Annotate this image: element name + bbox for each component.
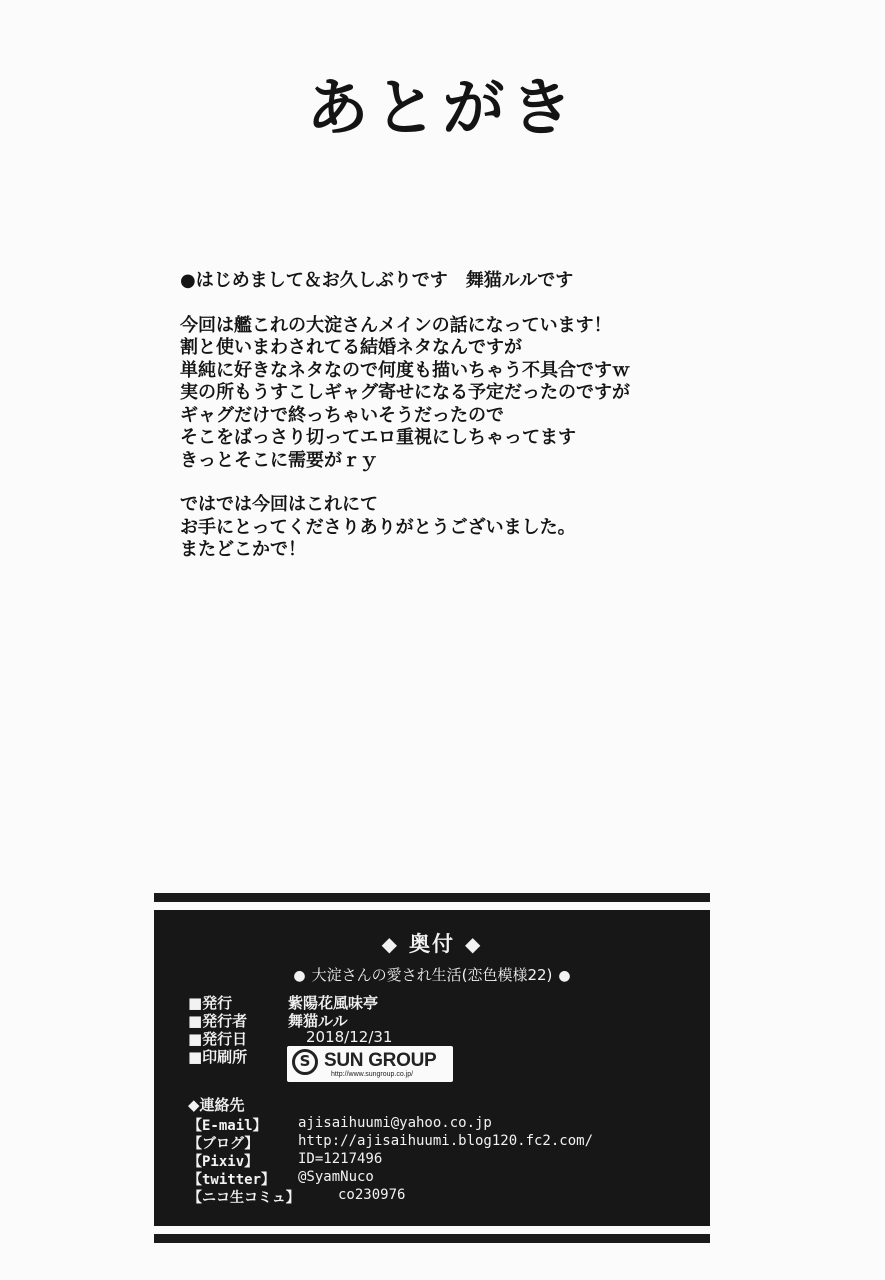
printer-logo-name: SUN GROUP bbox=[324, 1050, 437, 1071]
diamond-icon: ◆ bbox=[465, 932, 483, 956]
contact-email-label: 【E-mail】 bbox=[188, 1118, 267, 1134]
sun-group-logo-icon: S bbox=[292, 1049, 318, 1075]
contact-niconico-label: 【ニコ生コミュ】 bbox=[188, 1190, 300, 1206]
closing-line: ではでは今回はこれにて bbox=[180, 494, 378, 515]
contact-blog-label: 【ブログ】 bbox=[188, 1136, 259, 1152]
author-row bbox=[188, 1010, 348, 1030]
publisher-label: ■発行 bbox=[188, 994, 233, 1012]
author-label: ■発行者 bbox=[188, 1012, 248, 1030]
body-line: 実の所もうすこしギャグ寄せになる予定だったのですが bbox=[180, 382, 630, 403]
body-line: そこをばっさり切ってエロ重視にしちゃってます bbox=[180, 427, 576, 448]
contact-niconico-value: co230976 bbox=[338, 1187, 406, 1203]
colophon-top-rule bbox=[154, 893, 710, 902]
colophon-bottom-rule bbox=[154, 1234, 710, 1243]
body-line: ギャグだけで終っちゃいそうだったので bbox=[180, 404, 504, 426]
contact-twitter-value: @SyamNuco bbox=[298, 1169, 374, 1185]
bullet-icon: ● bbox=[293, 968, 306, 984]
date-label: ■発行日 bbox=[188, 1030, 248, 1048]
printer-logo-url: http://www.sungroup.co.jp/ bbox=[331, 1071, 414, 1078]
date-row bbox=[188, 1028, 393, 1048]
body-line: 割と使いまわされてる結婚ネタなんですが bbox=[180, 337, 522, 358]
contact-twitter-label: 【twitter】 bbox=[188, 1172, 276, 1188]
colophon bbox=[154, 893, 710, 1245]
page-title: あとがき bbox=[306, 71, 579, 144]
printer-logo bbox=[287, 1046, 453, 1082]
body-line: 単純に好きなネタなので何度も描いちゃう不具合ですｗ bbox=[180, 359, 630, 381]
printer-label: ■印刷所 bbox=[188, 1048, 248, 1066]
greeting-line: ●はじめまして＆お久しぶりです 舞猫ルルです bbox=[180, 270, 574, 291]
contact-pixiv-value: ID=1217496 bbox=[298, 1151, 383, 1167]
date-value: 2018/12/31 bbox=[306, 1028, 393, 1046]
work-title bbox=[154, 964, 710, 985]
contact-email-value: ajisaihuumi@yahoo.co.jp bbox=[298, 1115, 492, 1131]
body-line: 今回は艦これの大淀さんメインの話になっています！ bbox=[180, 314, 612, 336]
publisher-row bbox=[188, 992, 379, 1012]
body-line: きっとそこに需要がｒｙ bbox=[180, 449, 378, 471]
contact-pixiv-label: 【Pixiv】 bbox=[188, 1154, 259, 1170]
closing-line: お手にとってくださりありがとうございました。 bbox=[180, 516, 576, 538]
afterword-text bbox=[180, 270, 740, 562]
colophon-heading bbox=[154, 928, 710, 958]
diamond-icon: ◆ bbox=[381, 932, 399, 956]
work-title-text: 大淀さんの愛され生活(恋色模様22) bbox=[311, 966, 553, 984]
contact-blog-value: http://ajisaihuumi.blog120.fc2.com/ bbox=[298, 1133, 594, 1149]
closing-line: またどこかで！ bbox=[180, 539, 306, 560]
author-value: 舞猫ルル bbox=[288, 1012, 348, 1030]
printer-row bbox=[188, 1046, 288, 1064]
bullet-icon: ● bbox=[558, 968, 571, 984]
colophon-heading-text: 奥付 bbox=[409, 932, 455, 956]
publisher-value: 紫陽花風味亭 bbox=[288, 994, 379, 1012]
contact-heading: ◆連絡先 bbox=[188, 1096, 245, 1114]
colophon-box bbox=[154, 910, 710, 1226]
